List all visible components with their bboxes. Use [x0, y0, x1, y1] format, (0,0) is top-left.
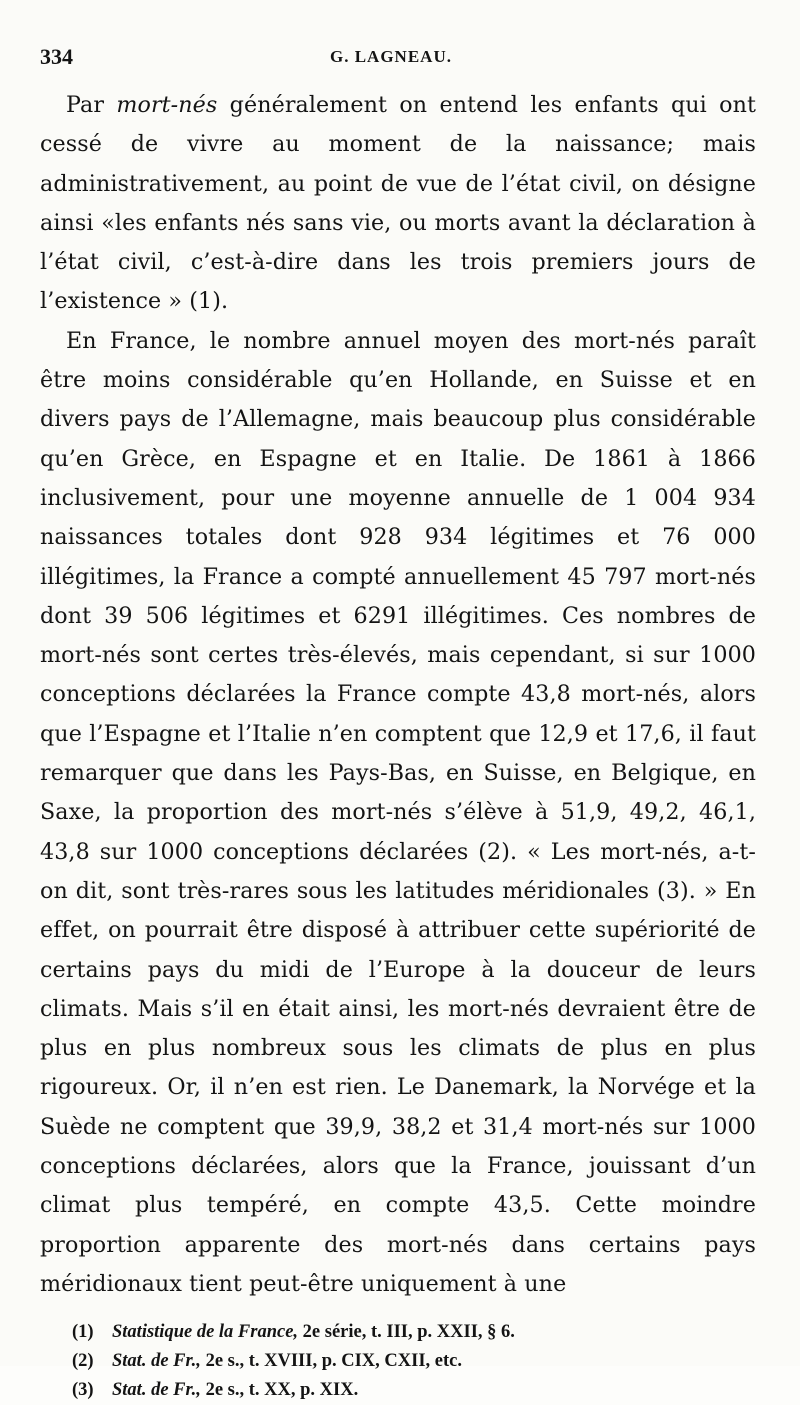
- footnote-2: [72, 1347, 756, 1376]
- paragraph-1: [40, 86, 756, 322]
- footnote-2-source: Stat. de Fr.,: [112, 1351, 201, 1372]
- footnote-1-reference: 2e série, t. III, p. XXII, § 6.: [298, 1322, 515, 1343]
- footnotes: [40, 1318, 756, 1405]
- footnote-2-mark: (2): [72, 1351, 94, 1372]
- footnote-3-reference: 2e s., t. XX, p. XIX.: [200, 1380, 359, 1401]
- footnote-1-source: Statistique de la France,: [112, 1322, 299, 1343]
- footnote-3-source: Stat. de Fr.,: [112, 1380, 201, 1401]
- footnote-3: [72, 1376, 756, 1405]
- footnote-1-mark: (1): [72, 1322, 94, 1343]
- page-number: 334: [40, 44, 73, 69]
- footnote-3-mark: (3): [72, 1380, 94, 1401]
- paragraph-2: [40, 322, 756, 1304]
- running-head: G. LAGNEAU.: [330, 47, 452, 66]
- page-header: [40, 38, 756, 78]
- paragraph-1-italic-term: mort-nés: [116, 92, 218, 118]
- paragraph-2-text: En France, le nombre annuel moyen des mort-nés paraît être moins considérable qu’en Hollande, en Suisse et en divers pays de l’Allemagne, mais beaucoup plus considérable qu’en Grèce, en Espagne et en Italie. De 1861 à 1866 inclusivement, pour une moyenne annuelle de 1 004 934 naissances totales dont 928 934 légitimes et 76 000 illégitimes, la France a compté annuellement 45 797 mort-nés dont 39 506 légitimes et 6291 illégitimes. Ces nombres de mort-nés sont certes très-élevés, mais cependant, si sur 1000 conceptions déclarées la France compte 43,8 mort-nés, alors que l’Espagne et l’Italie n’en comptent que 12,9 et 17,6, il faut remarquer que dans les Pays-Bas, en Suisse, en Belgique, en Saxe, la proportion des mort-nés s’élève à 51,9, 49,2, 46,1, 43,8 sur 1000 conceptions déclarées (2). « Les mort-nés, a-t-on dit, sont très-rares sous les latitudes méridionales (3). » En effet, on pourrait être disposé à attribuer cette supériorité de certains pays du midi de l’Europe à la douceur de leurs climats. Mais s’il en était ainsi, les mort-nés devraient être de plus en plus nombreux sous les climats de plus en plus rigoureux. Or, il n’en est rien. Le Danemark, la Norvége et la Suède ne comptent que 39,9, 38,2 et 31,4 mort-nés sur 1000 conceptions déclarées, alors que la France, jouissant d’un climat plus tempéré, en compte 43,5. Cette moindre proportion apparente des mort-nés dans certains pays méridionaux tient peut-être uniquement à une: [40, 327, 756, 1297]
- body-text: [40, 86, 756, 1304]
- footnote-1: [72, 1318, 756, 1347]
- footnote-2-reference: 2e s., t. XVIII, p. CIX, CXII, etc.: [200, 1351, 462, 1372]
- paragraph-1-text: généralement on entend les enfants qui ont cessé de vivre au moment de la naissance; mais administrativement, au point de vue de l’état civil, on désigne ainsi «les enfants nés sans vie, ou morts avant la déclaration à l’état civil, c’est-à-dire dans les trois premiers jours de l’existence » (1).: [40, 92, 757, 315]
- paragraph-1-prefix: Par: [66, 92, 117, 118]
